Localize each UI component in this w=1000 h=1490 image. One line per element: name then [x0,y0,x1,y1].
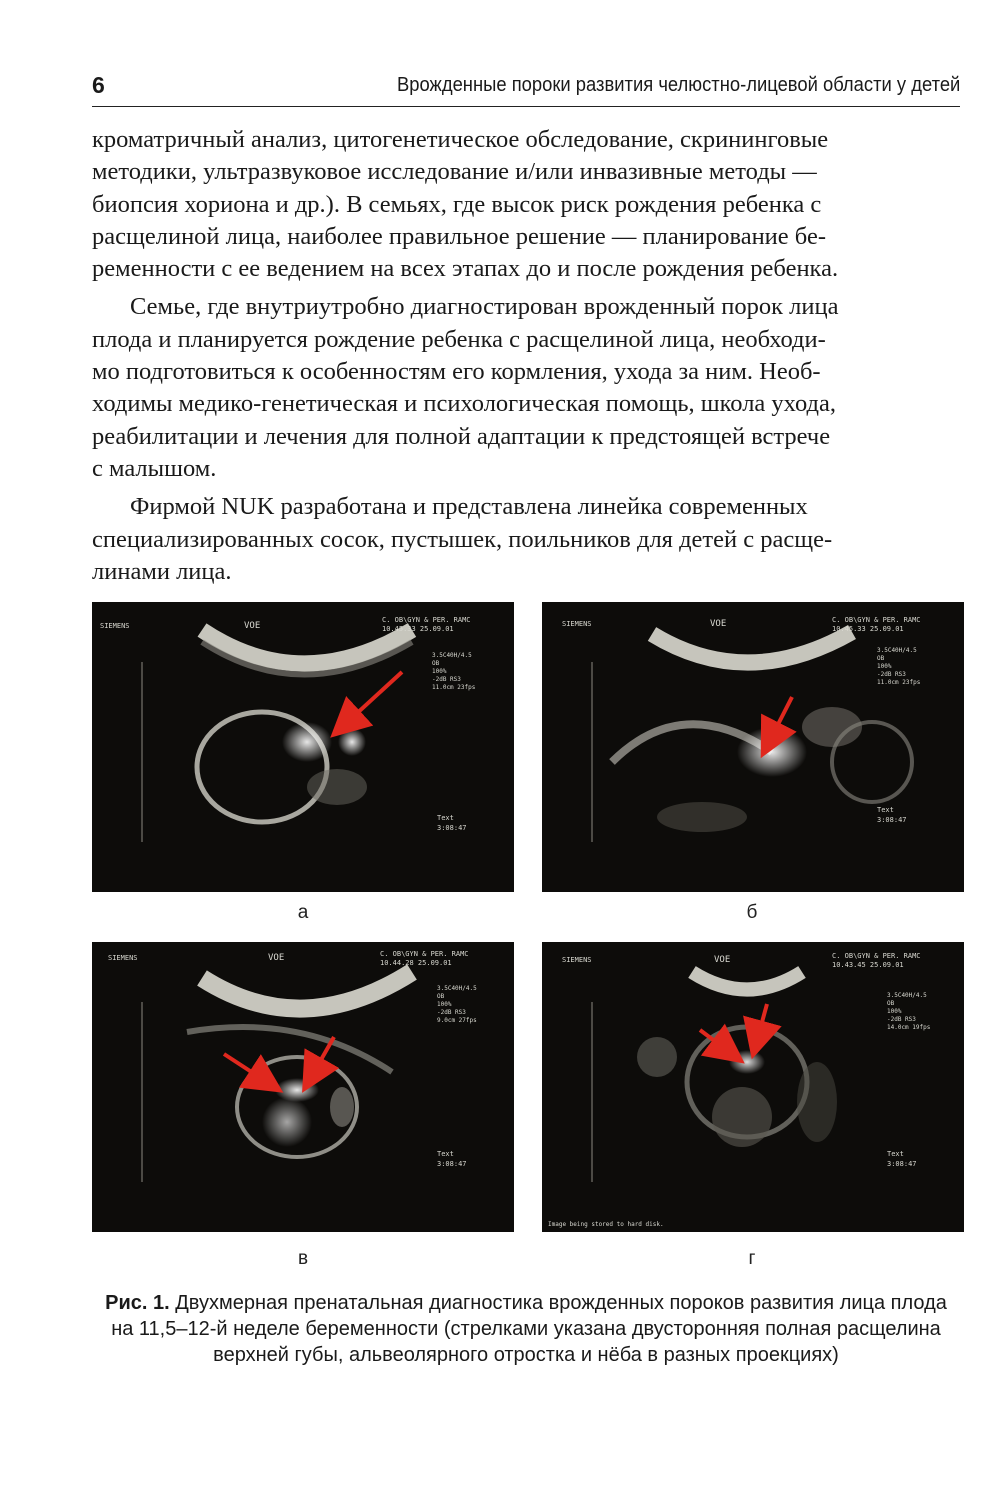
caption-line: верхней губы, альвеолярного отростка и нёба в разных проекциях) [213,1344,839,1366]
mode-label: VOE [244,621,261,631]
text-line: расщелиной лица, наиболее правильное решение — планирование бе- [92,222,826,250]
caption-label: Рис. 1. [105,1292,170,1314]
text-line: с малышом. [92,454,217,482]
text-label: Text [437,1150,454,1158]
text-label: Text [877,806,894,814]
info-line-2: 10.43.45 25.09.01 [832,961,904,969]
param-line: 3.5C40H/4.5 [887,992,927,999]
paragraph-2 [92,291,960,485]
param-line: OB [887,1000,895,1007]
ultrasound-image-g [542,942,964,1232]
paragraph-1 [92,124,960,285]
param-line: 9.0cm 27fps [437,1017,477,1024]
text-line: мо подготовиться к особенностям его кормления, ухода за ним. Необ- [92,358,821,386]
page-number: 6 [92,72,105,98]
caption-text: Двухмерная пренатальная диагностика врожденных пороков развития лица плода [175,1292,947,1314]
ultrasound-scan-v [92,942,514,1232]
param-line: 11.0cm 23fps [877,679,921,686]
text-line: ременности с ее ведением на всех этапах до и после рождения ребенка. [92,255,839,283]
time-label: 3:08:47 [887,1160,917,1168]
mode-label: VOE [714,955,731,965]
caption-line [84,1290,968,1316]
brand-label: SIEMENS [562,620,592,628]
info-line-2: 10.45.33 25.09.01 [832,625,904,633]
param-line: -2dB RS3 [887,1016,916,1023]
info-line-1: C. OB\GYN & PER. RAMC [382,616,471,624]
text-line: методики, ультразвуковое исследование и/или инвазивные методы — [92,158,817,186]
text-line: Семье, где внутриутробно диагностирован врожденный порок лица [130,293,839,321]
param-line: 3.5C40H/4.5 [432,652,472,659]
param-line: 100% [432,668,447,675]
param-line: 3.5C40H/4.5 [437,985,477,992]
running-title: Врожденные пороки развития челюстно-лицевой области у детей [396,74,960,96]
text-line: линами лица. [92,557,232,585]
status-bar: Image being stored to hard disk. [548,1221,664,1228]
param-line: -2dB RS3 [432,676,461,683]
text-line: Фирмой NUK разработана и представлена линейка современных [130,493,808,521]
time-label: 3:08:47 [437,1160,467,1168]
param-line: 100% [437,1001,452,1008]
brand-label: SIEMENS [562,956,592,964]
ultrasound-image-a [92,602,514,892]
param-line: 3.5C40H/4.5 [877,647,917,654]
time-label: 3:08:47 [437,824,467,832]
mode-label: VOE [268,953,285,963]
info-line-1: C. OB\GYN & PER. RAMC [380,950,469,958]
param-line: -2dB RS3 [437,1009,466,1016]
param-line: 100% [877,663,892,670]
ultrasound-image-v [92,942,514,1232]
figure-caption [84,1290,968,1368]
info-line-1: C. OB\GYN & PER. RAMC [832,952,921,960]
param-line: OB [432,660,440,667]
param-line: OB [877,655,885,662]
text-label: Text [437,814,454,822]
panel-label-g: г [748,1248,756,1269]
time-label: 3:08:47 [877,816,907,824]
caption-line: на 11,5–12-й неделе беременности (стрелками указана двусторонняя полная расщелина [111,1318,941,1340]
text-line: биопсия хориона и др.). В семьях, где высок риск рождения ребенка с [92,190,822,218]
info-line-2: 10.45.33 25.09.01 [382,625,454,633]
mode-label: VOE [710,619,727,629]
panel-label-v: в [297,1248,309,1269]
paragraph-3 [92,491,960,588]
panel-label-b: б [746,902,758,923]
param-line: 14.0cm 19fps [887,1024,931,1031]
text-label: Text [887,1150,904,1158]
body-text [92,124,960,594]
ultrasound-scan-b [542,602,964,892]
param-line: OB [437,993,445,1000]
ultrasound-scan-a [92,602,514,892]
text-line: плода и планируется рождение ребенка с расщелиной лица, необходи- [92,325,826,353]
info-line-2: 10.44.28 25.09.01 [380,959,452,967]
ultrasound-image-b [542,602,964,892]
text-line: ходимы медико-генетическая и психологическая помощь, школа ухода, [92,390,836,418]
text-line: кроматричный анализ, цитогенетическое обследование, скрининговые [92,126,829,153]
brand-label: SIEMENS [100,622,130,630]
param-line: 100% [887,1008,902,1015]
panel-label-a: а [297,902,309,923]
info-line-1: C. OB\GYN & PER. RAMC [832,616,921,624]
brand-label: SIEMENS [108,954,138,962]
ultrasound-scan-g [542,942,964,1232]
param-line: -2dB RS3 [877,671,906,678]
text-line: реабилитации и лечения для полной адаптации к предстоящей встрече [92,422,831,450]
running-header [92,70,960,107]
param-line: 11.0cm 23fps [432,684,476,691]
text-line: специализированных сосок, пустышек, поильников для детей с расще- [92,525,833,553]
